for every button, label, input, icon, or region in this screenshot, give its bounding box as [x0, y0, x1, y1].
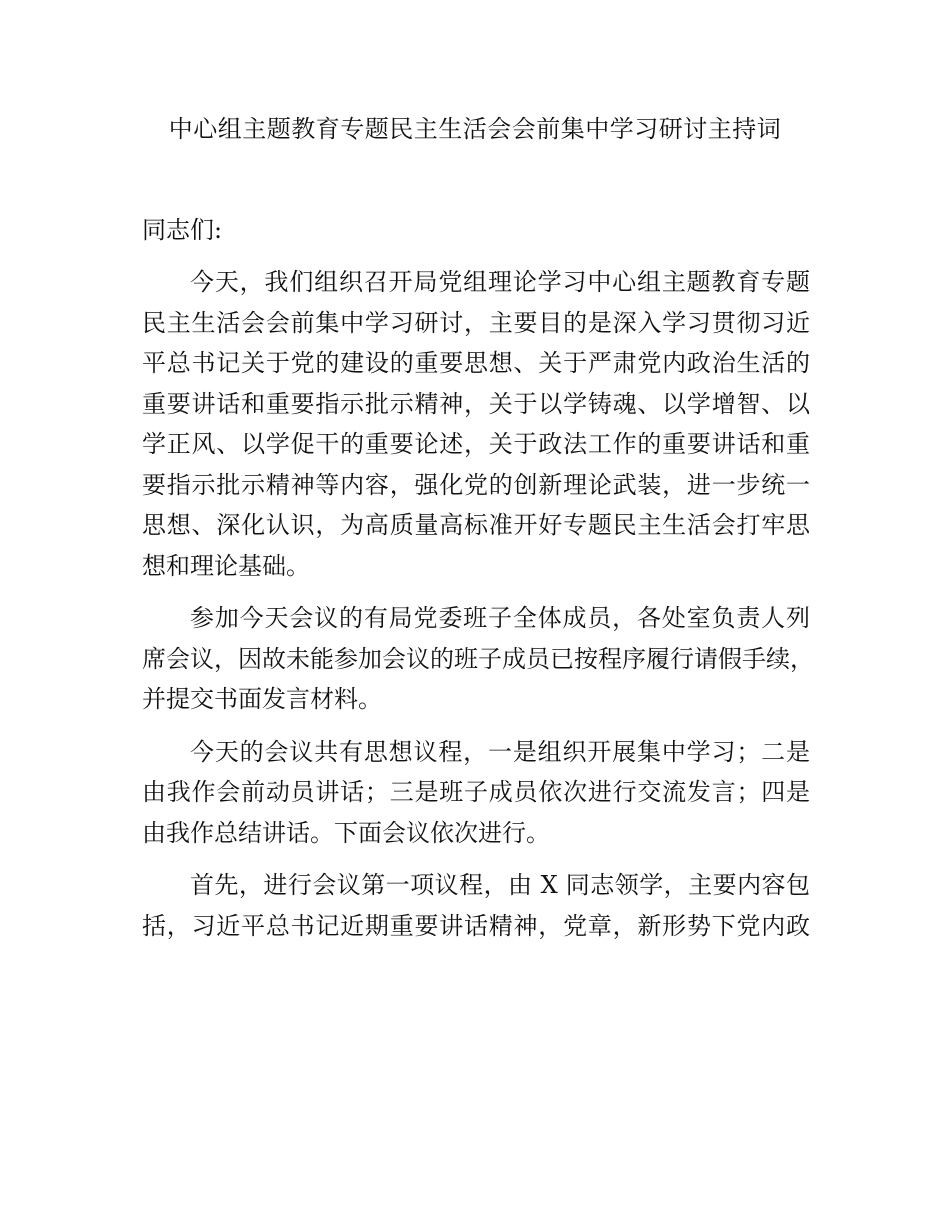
paragraph-line: 要指示批示精神等内容，强化党的创新理论武装，进一步统一: [142, 470, 810, 499]
paragraph-line: 并提交书面发言材料。: [142, 685, 382, 713]
paragraph-line: 民主生活会会前集中学习研讨，主要目的是深入学习贯彻习近: [142, 308, 810, 337]
paragraph-line: 今天，我们组织召开局党组理论学习中心组主题教育专题: [190, 268, 810, 296]
paragraph-line: 席会议，因故未能参加会议的班子成员已按程序履行请假手续，: [142, 644, 814, 673]
paragraph-opening: [142, 262, 810, 586]
paragraph-line: 平总书记关于党的建设的重要思想、关于严肃党内政治生活的: [142, 349, 810, 377]
paragraph-line: 思想、深化认识，为高质量高标准开好专题民主生活会打牢思: [142, 511, 810, 539]
paragraph-line: 想和理论基础。: [142, 551, 310, 580]
paragraph-agenda: [142, 732, 810, 854]
paragraph-first-item: [142, 865, 810, 946]
document-body: [142, 210, 814, 958]
paragraph-line: 首先，进行会议第一项议程，由 X 同志领学，主要内容包: [190, 871, 810, 899]
paragraph-attendees: [142, 598, 814, 720]
paragraph-line: 重要讲话和重要指示批示精神，关于以学铸魂、以学增智、以: [142, 389, 810, 418]
paragraph-line: 由我作总结讲话。下面会议依次进行。: [142, 818, 550, 847]
paragraph-line: 参加今天会议的有局党委班子全体成员，各处室负责人列: [190, 604, 810, 632]
paragraph-line: 学正风、以学促干的重要论述，关于政法工作的重要讲话和重: [142, 430, 810, 458]
document-title: 中心组主题教育专题民主生活会会前集中学习研讨主持词: [168, 115, 782, 143]
salutation: 同志们:: [142, 216, 223, 244]
paragraph-line: 今天的会议共有思想议程，一是组织开展集中学习；二是: [190, 737, 810, 766]
paragraph-line: 由我作会前动员讲话；三是班子成员依次进行交流发言；四是: [142, 778, 810, 806]
paragraph-line: 括，习近平总书记近期重要讲话精神，党章，新形势下党内政: [142, 911, 810, 940]
